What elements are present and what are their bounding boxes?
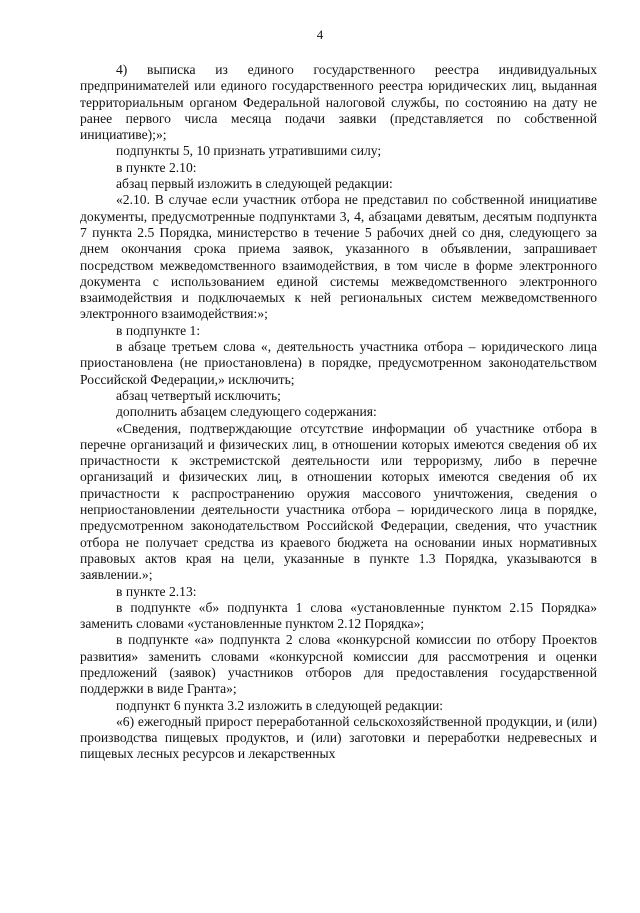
page-number: 4 — [316, 27, 324, 42]
paragraph-fourth-abzac-excluded: абзац четвертый исключить; — [116, 387, 281, 403]
document-body — [80, 62, 597, 763]
paragraph-subclause-a-change: в подпункте «а» подпункта 2 слова «конкурсной комиссии по отбору Проектов развития» заменить словами «конкурсной комиссии для рассмотрения и оценки предложений (заявок) участников отборов для предоставления государственной поддержки в виде Гранта»; — [80, 632, 597, 697]
paragraph-item-4: 4) выписка из единого государственного реестра индивидуальных предпринимателей или единого государственного реестра юридических лиц, выданная территориальным органом Федеральной налоговой службы, по состоянию на дату не ранее первого числа месяца подачи заявки (представляется по собственной инициативе);»; — [80, 62, 597, 143]
paragraph-subclause-6-text: «6) ежегодный прирост переработанной сельскохозяйственной продукции, и (или) производства пищевых продуктов, и (или) заготовки и переработки недревесных и пищевых лесных ресурсов и лекарственных — [80, 713, 597, 762]
paragraph-third-abzac-change: в абзаце третьем слова «, деятельность участника отбора – юридического лица приостановлена (не приостановлена) в порядке, предусмотренном законодательством Российской Федерации,» исключить; — [80, 339, 597, 387]
paragraph-svedeniya-text: «Сведения, подтверждающие отсутствие информации об участнике отбора в перечне организаций и физических лиц, в отношении которых имеются сведения об их причастности к экстремистской деятельности или терроризму, либо в перечне организаций и физических лиц, в отношении которых имеются сведения об их причастности к распространению оружия массового уничтожения, сведения о неприостановлении деятельности участника отбора – юридического лица в порядке, предусмотренном законодательством Российской Федерации, сведения, что участник отбора не получает средства из краевого бюджета на основании иных нормативных правовых актов края на цели, указанные в пункте 1.3 Порядка, указываются в заявлении.»; — [80, 420, 597, 583]
paragraph-subclause-b-change: в подпункте «б» подпункта 1 слова «установленные пунктом 2.15 Порядка» заменить словами «установленные пунктом 2.12 Порядка»; — [80, 599, 597, 632]
paragraph-clause-2-13-heading: в пункте 2.13: — [116, 583, 197, 599]
paragraph-add-abzac-instruction: дополнить абзацем следующего содержания: — [116, 404, 377, 420]
paragraph-clause-3-2-instruction: подпункт 6 пункта 3.2 изложить в следующей редакции: — [116, 697, 444, 713]
paragraph-subclauses-repealed: подпункты 5, 10 признать утратившими силу; — [116, 143, 382, 159]
paragraph-subclause-1-heading: в подпункте 1: — [116, 322, 201, 338]
paragraph-clause-2-10-heading: в пункте 2.10: — [116, 159, 197, 175]
paragraph-clause-2-10-text: «2.10. В случае если участник отбора не представил по собственной инициативе документы, предусмотренные подпунктами 3, 4, абзацами девятым, десятым подпункта 7 пункта 2.5 Порядка, министерство в течение 5 рабочих дней со дня, следующего за днем окончания срока приема заявок, указанного в объявлении, запрашивает посредством межведомственного взаимодействия, в том числе в форме электронного документа с использованием единой системы межведомственного электронного взаимодействия и подключаемых к ней региональных систем межведомственного электронного взаимодействия:»; — [80, 192, 597, 322]
paragraph-first-abzac-instruction: абзац первый изложить в следующей редакции: — [116, 176, 393, 192]
